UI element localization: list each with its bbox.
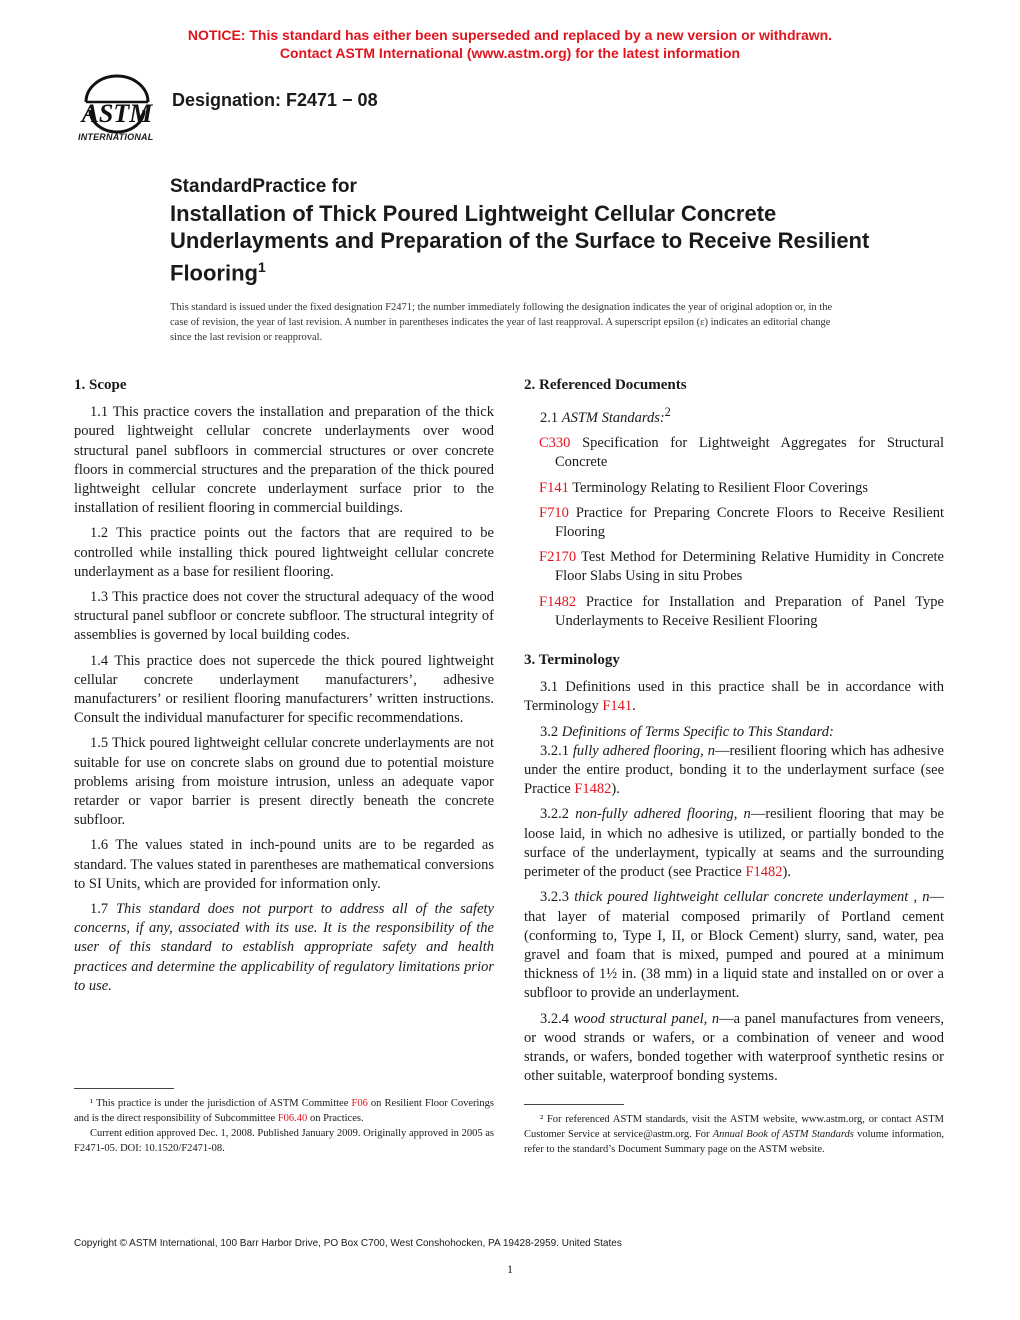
ref-link-f141[interactable]: F141 xyxy=(539,479,569,496)
ref-link-c330[interactable]: C330 xyxy=(539,435,571,452)
ref-item xyxy=(524,548,944,586)
para-1-7-text: This standard does not purport to address all of the safety concerns, if any, associated with its use. It is the responsibility of the user of this standard to establish appropriate safety and health practices and determine the applicability of regulatory limitations prior to use. xyxy=(74,901,494,994)
ref-link-f1482-inline[interactable]: F1482 xyxy=(574,781,612,798)
astm-logo-icon xyxy=(72,72,162,134)
para-3-1 xyxy=(524,678,944,716)
para-3-2-2-text: —resilient flooring that may be loose laid, in which no adhesive is utilized, or partially bonded to the surface of the underlayment, typically at seams and the surrounding perimeter of the product (see Practice xyxy=(524,806,944,881)
ref-link-f1482[interactable]: F1482 xyxy=(539,593,577,610)
term-wood-structural-panel: wood structural panel, n xyxy=(573,1010,720,1027)
ref-item xyxy=(524,479,944,498)
scope-heading: 1. Scope xyxy=(74,377,127,393)
logo-monogram: ASTM xyxy=(81,99,153,128)
para-3-2 xyxy=(524,723,944,742)
ref-link-f1482-inline-2[interactable]: F1482 xyxy=(745,864,783,881)
para-3-2-text: Definitions of Terms Specific to This Standard: xyxy=(561,723,834,740)
ref-link-f06[interactable]: F06 xyxy=(351,1098,368,1109)
para-3-2-3 xyxy=(524,888,944,1003)
ref-link-f06-40[interactable]: F06.40 xyxy=(277,1113,308,1124)
para-3-2-number: 3.2 xyxy=(540,723,562,740)
para-3-2-3-number: 3.2.3 xyxy=(540,889,575,906)
para-3-1-end: . xyxy=(632,698,636,715)
para-2-1-text: ASTM Standards: xyxy=(561,410,665,427)
para-1-7-number: 1.7 xyxy=(90,901,116,918)
title-footnote-marker: 1 xyxy=(257,259,266,275)
terminology-heading: 3. Terminology xyxy=(524,652,620,669)
para-3-2-4-number: 3.2.4 xyxy=(540,1010,574,1027)
footnote-1-text-a: ¹ This practice is under the jurisdiction of ASTM Committee xyxy=(90,1098,352,1109)
ref-link-f141-inline[interactable]: F141 xyxy=(602,698,633,715)
page-number: 1 xyxy=(507,1262,513,1276)
para-3-2-3-text: —that layer of material composed primarily of Portland cement (conforming to, Type I, II, or Block Cement) slurry, sand, water, pea gravel and foam that is mixed, pumped and poured at a minimum thickness of 1½ in. (38 mm) in a liquid state and installed on or over a subfloor to provide an underlayment. xyxy=(524,889,944,1002)
ref-title: Practice for Preparing Concrete Floors to Receive Resilient Flooring xyxy=(555,504,944,541)
para-3-1-text: 3.1 Definitions used in this practice shall be in accordance with Terminology xyxy=(524,679,944,715)
issued-note: This standard is issued under the fixed designation F2471; the number immediately following the designation indicates the year of original adoption or, in the case of revision, the year of last revision. A number in parentheses indicates the year of last reapproval. A superscript epsilon (ε) indicates an editorial change since the last revision or reapproval. xyxy=(170,302,833,343)
footnote-1-text-c: on Practices. xyxy=(307,1113,364,1124)
para-1-1: 1.1 This practice covers the installation and preparation of the thick poured lightweight cellular concrete underlayments over wood structural panel subfloors in commercial structures or over concrete floors in commercial structures and the preparation of the thick poured lightweight cellular concrete underlayment surface prior to the installation of resilient flooring in commercial buildings. xyxy=(74,404,494,517)
para-3-2-2 xyxy=(524,805,944,882)
notice-line-1: NOTICE: This standard has either been superseded and replaced by a new version or withdrawn. xyxy=(187,27,833,43)
footnote-2-book-title: Annual Book of ASTM Standards xyxy=(712,1129,854,1140)
footnote-1-text-b: on Resilient Floor Coverings and is the direct responsibility of Subcommittee xyxy=(74,1098,494,1124)
ref-link-f2170[interactable]: F2170 xyxy=(539,549,577,566)
para-3-2-2-number: 3.2.2 xyxy=(540,806,576,823)
para-1-6: 1.6 The values stated in inch-pound units are to be regarded as standard. The values stated in parentheses are mathematical conversions to SI Units, which are provided for information only. xyxy=(74,837,494,892)
footnote-2-text-b: volume information, refer to the standard’s Document Summary page on the ASTM website. xyxy=(524,1129,944,1155)
logo-wordmark: INTERNATIONAL xyxy=(78,132,154,142)
para-1-5: 1.5 Thick poured lightweight cellular concrete underlayments are not suitable for use on concrete slabs on ground due to potential moisture problems arising from moisture intrusion, unless an adequate vapor retarder or vapor barrier is present directly beneath the concrete subfloor. xyxy=(74,735,494,829)
para-3-2-4-text: —a panel manufactures from veneers, or wood strands or wafers, or a combination of veneer and wood strands, or wafers, bonded together with waterproof synthetic resins or other suitable, waterproof bonding systems. xyxy=(524,1010,944,1085)
ref-title: Practice for Installation and Preparation of Panel Type Underlayments to Receive Resilient Flooring xyxy=(555,593,944,629)
footnote-1-para-2: Current edition approved Dec. 1, 2008. Published January 2009. Originally approved in 2005 as F2471-05. DOI: 10.1520/F2471-08. xyxy=(74,1128,494,1154)
term-fully-adhered: fully adhered flooring, n xyxy=(572,742,715,759)
standard-title-text: Installation of Thick Poured Lightweight Cellular Concrete Underlayments and Preparation of the Surface to Receive Resilient Flooring xyxy=(170,201,870,286)
supersede-notice xyxy=(0,26,1020,62)
ref-item xyxy=(524,434,944,472)
ref-title: Test Method for Determining Relative Humidity in Concrete Floor Slabs Using in situ Probes xyxy=(555,549,944,585)
ref-title: Terminology Relating to Resilient Floor Coverings xyxy=(568,479,868,496)
para-3-2-2-end: ). xyxy=(782,864,791,881)
designation: Designation: F2471 − 08 xyxy=(172,90,378,110)
para-1-4: 1.4 This practice does not supercede the thick poured lightweight cellular concrete underlayment manufacturers’, adhesive manufacturers’ or resilient flooring manufacturers’ written instructions. Consult the individual manufacturer for specific recommendations. xyxy=(74,652,494,727)
ref-title: Specification for Lightweight Aggregates for Structural Concrete xyxy=(555,435,944,471)
para-3-2-1-number: 3.2.1 xyxy=(540,742,573,759)
footnote-1 xyxy=(74,1096,494,1156)
para-2-1-number: 2.1 xyxy=(540,410,562,427)
referenced-docs-heading: 2. Referenced Documents xyxy=(524,377,687,393)
ref-item xyxy=(524,593,944,631)
footnote-rule-left xyxy=(74,1088,174,1089)
right-column xyxy=(524,376,944,1092)
footnote-2-para xyxy=(524,1112,944,1157)
para-1-2: 1.2 This practice points out the factors that are required to be controlled while installing thick poured lightweight cellular concrete underlayment as a base for resilient flooring. xyxy=(74,525,494,580)
para-1-7 xyxy=(74,900,494,996)
footnote-1-para-1 xyxy=(74,1096,494,1126)
notice-line-2: Contact ASTM International (www.astm.org) for the latest information xyxy=(279,45,741,61)
ref-item xyxy=(524,504,944,542)
para-1-3: 1.3 This practice does not cover the structural adequacy of the wood structural panel subfloor or concrete subfloor. The structural integrity of assemblies is governed by local building codes. xyxy=(74,589,494,644)
para-3-2-4 xyxy=(524,1010,944,1087)
standard-label: StandardPractice for xyxy=(170,176,357,197)
copyright-line: Copyright © ASTM International, 100 Barr Harbor Drive, PO Box C700, West Conshohocken, PA 19428-2959. United States xyxy=(74,1238,622,1249)
para-3-2-1 xyxy=(524,742,944,800)
term-non-fully-adhered: non-fully adhered flooring, n xyxy=(575,806,751,823)
para-3-2-1-end: ). xyxy=(611,781,620,798)
left-column xyxy=(74,376,494,1002)
term-cellular-concrete: thick poured lightweight cellular concrete underlayment , n xyxy=(574,889,930,906)
para-2-1 xyxy=(524,403,944,428)
para-3-2-1-text: —resilient flooring which has adhesive under the entire product, bonding it to the underlayment surface (see Practice xyxy=(524,742,944,798)
footnote-2 xyxy=(524,1112,944,1157)
footnote-rule-right xyxy=(524,1104,624,1105)
footnote-2-text-a: ² For referenced ASTM standards, visit the ASTM website, www.astm.org, or contact ASTM Customer Service at service@astm.org. For xyxy=(524,1114,944,1140)
standard-title xyxy=(170,200,870,286)
footnote-2-marker: 2 xyxy=(664,405,671,420)
ref-link-f710[interactable]: F710 xyxy=(539,504,569,521)
